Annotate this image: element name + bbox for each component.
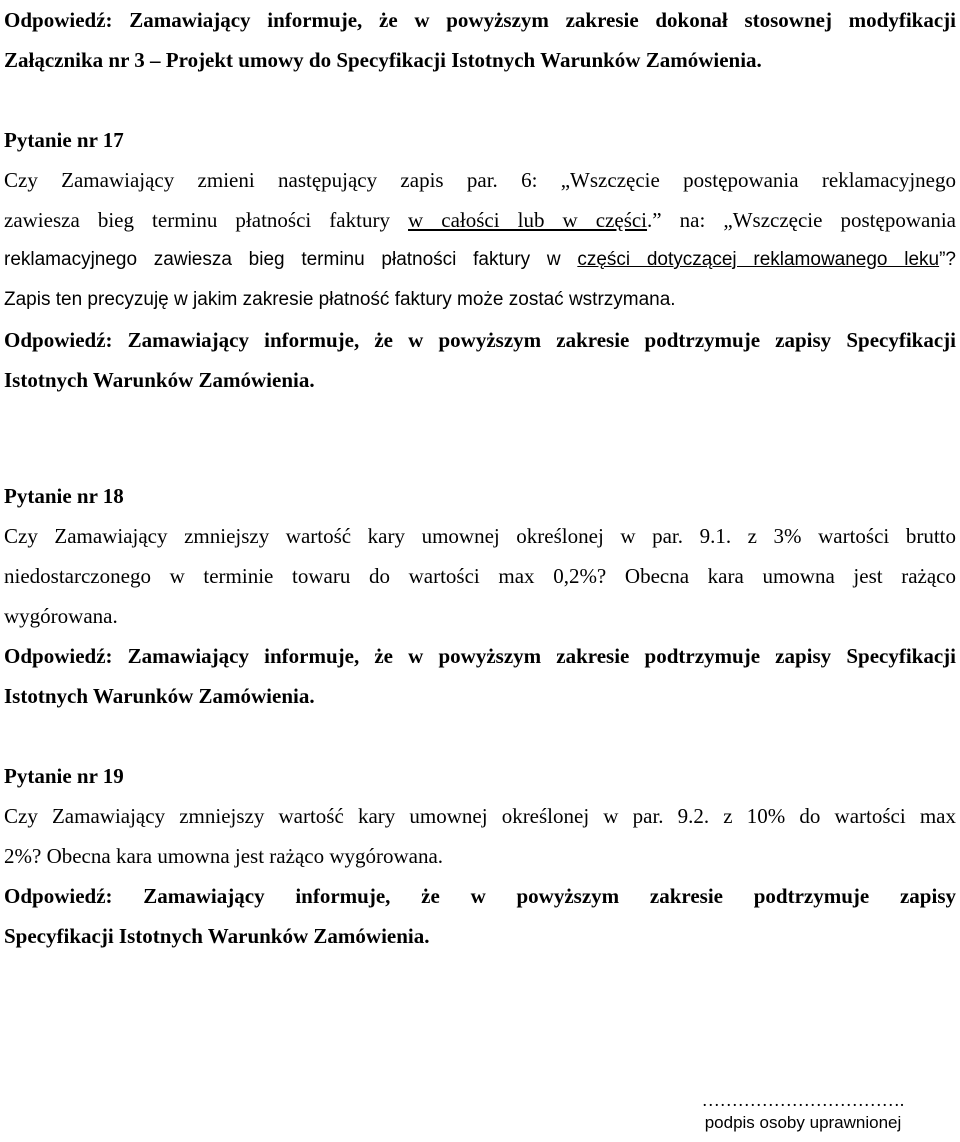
question-19-heading: Pytanie nr 19 — [4, 764, 124, 788]
answer-17-line-2: Istotnych Warunków Zamówienia. — [4, 368, 315, 392]
signature-label: podpis osoby uprawnionej — [704, 1113, 902, 1132]
question-17-line-2 — [4, 200, 956, 240]
question-17-underlined-phrase-2: części dotyczącej reklamowanego leku — [577, 249, 940, 270]
spacer — [4, 716, 956, 756]
question-17-underlined-phrase-1: w całości lub w części — [408, 208, 648, 232]
signature-dotted-line: ……………………………. — [701, 1090, 905, 1110]
question-17-line-3 — [4, 240, 956, 280]
document-page — [4, 0, 956, 956]
question-18-line-2: niedostarczonego w terminie towaru do wartości max 0,2%? Obecna kara umowna jest rażąco — [4, 564, 956, 588]
spacer — [4, 80, 956, 120]
question-18-line-1: Czy Zamawiający zmniejszy wartość kary umownej określonej w par. 9.1. z 3% wartości brutto — [4, 524, 956, 548]
question-17-line-1 — [4, 160, 956, 200]
answer-16-line-1: Odpowiedź: Zamawiający informuje, że w powyższym zakresie dokonał stosownej modyfikacji — [4, 8, 956, 32]
question-18-heading: Pytanie nr 18 — [4, 484, 124, 508]
answer-16-line-2: Załącznika nr 3 – Projekt umowy do Specyfikacji Istotnych Warunków Zamówienia. — [4, 48, 762, 72]
question-18-line-3: wygórowana. — [4, 604, 118, 628]
spacer — [4, 400, 956, 476]
answer-18-line-1: Odpowiedź: Zamawiający informuje, że w powyższym zakresie podtrzymuje zapisy Specyfikacji — [4, 644, 956, 668]
answer-18-line-2: Istotnych Warunków Zamówienia. — [4, 684, 315, 708]
question-17-line-2-text-a: zawiesza bieg terminu płatności faktury — [4, 208, 409, 232]
question-17-heading: Pytanie nr 17 — [4, 128, 124, 152]
question-19-line-1: Czy Zamawiający zmniejszy wartość kary umownej określonej w par. 9.2. z 10% do wartości max — [4, 804, 956, 828]
answer-17-line-1: Odpowiedź: Zamawiający informuje, że w powyższym zakresie podtrzymuje zapisy Specyfikacji — [4, 328, 956, 352]
question-17-line-3-text-a: reklamacyjnego zawiesza bieg terminu płatności faktury w — [4, 249, 578, 270]
question-17-line-3-text-b: ”? — [939, 249, 956, 270]
signature-block — [683, 1090, 923, 1136]
answer-19-line-2: Specyfikacji Istotnych Warunków Zamówienia. — [4, 924, 430, 948]
question-19-line-2: 2%? Obecna kara umowna jest rażąco wygórowana. — [4, 844, 444, 868]
question-17-line-1-text: Czy Zamawiający zmieni następujący zapis par. 6: „Wszczęcie postępowania reklamacyjnego — [4, 168, 956, 192]
answer-19-line-1: Odpowiedź: Zamawiający informuje, że w powyższym zakresie podtrzymuje zapisy — [4, 884, 956, 908]
question-17-line-4: Zapis ten precyzuję w jakim zakresie płatność faktury może zostać wstrzymana. — [4, 289, 676, 310]
question-17-line-2-text-b: .” na: „Wszczęcie postępowania — [647, 208, 956, 232]
